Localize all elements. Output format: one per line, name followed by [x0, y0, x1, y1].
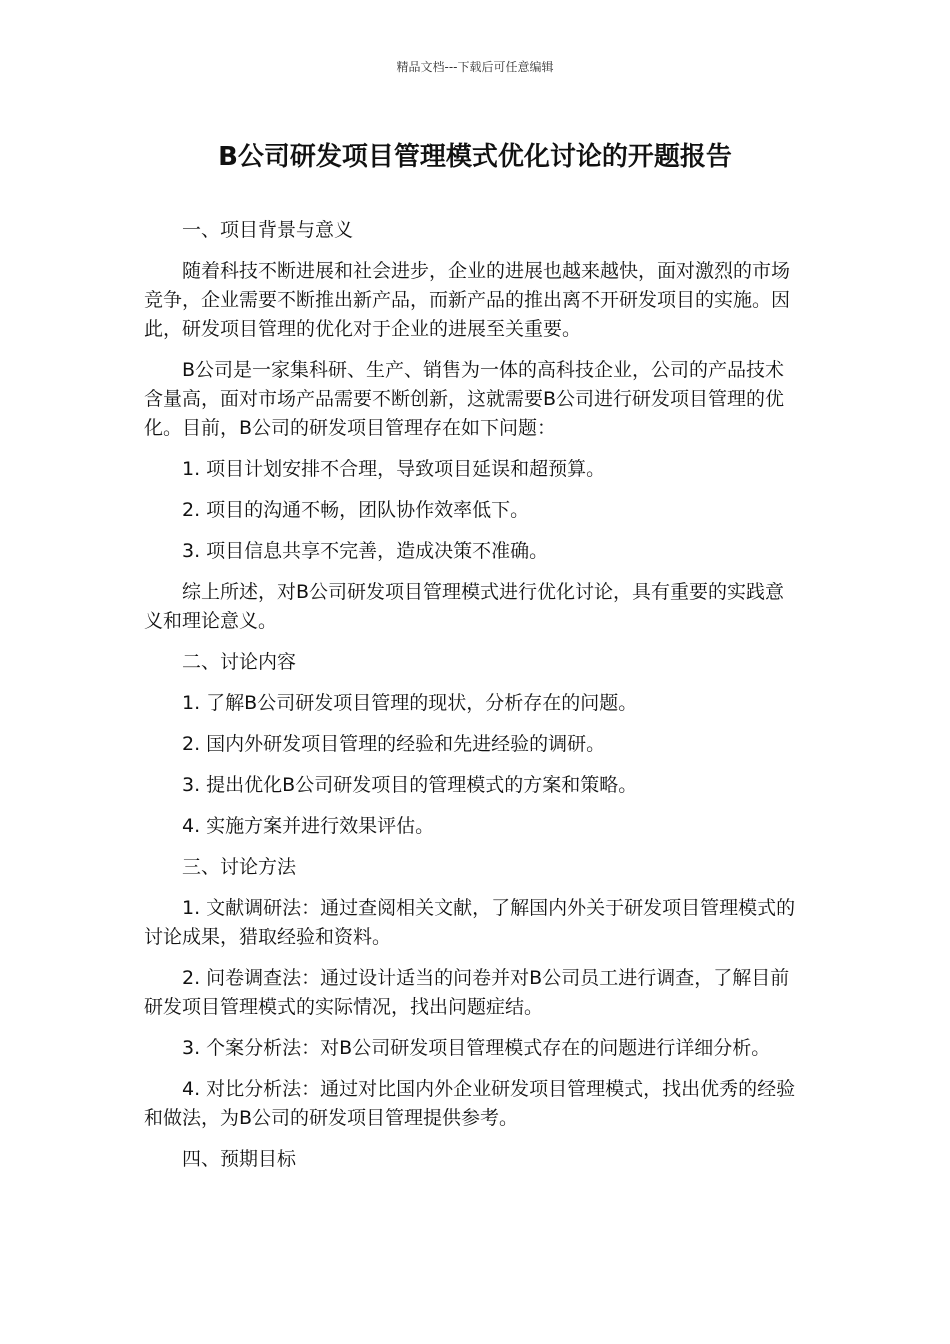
- body-paragraph: 随着科技不断进展和社会进步，企业的进展也越来越快，面对激烈的市场竞争，企业需要不断推出新产品，而新产品的推出离不开研发项目的实施。因此，研发项目管理的优化对于企业的进展至关重要。: [144, 260, 791, 340]
- list-item: 3. 提出优化B公司研发项目的管理模式的方案和策略。: [182, 774, 638, 796]
- list-item: 2. 问卷调查法：通过设计适当的问卷并对B公司员工进行调查，了解目前研发项目管理模式的实际情况，找出问题症结。: [144, 967, 790, 1018]
- list-item: 4. 实施方案并进行效果评估。: [182, 815, 435, 837]
- body-paragraph: 综上所述，对B公司研发项目管理模式进行优化讨论，具有重要的实践意义和理论意义。: [144, 581, 785, 632]
- document-body: [144, 216, 800, 1186]
- header-note: 精品文档---下载后可任意编辑: [396, 60, 554, 74]
- list-item: 4. 对比分析法：通过对比国内外企业研发项目管理模式，找出优秀的经验和做法，为B公司的研发项目管理提供参考。: [144, 1078, 796, 1129]
- section-heading-content: 二、讨论内容: [182, 651, 297, 673]
- body-paragraph: B公司是一家集科研、生产、销售为一体的高科技企业，公司的产品技术含量高，面对市场产品需要不断创新，这就需要B公司进行研发项目管理的优化。目前，B公司的研发项目管理存在如下问题：: [144, 359, 785, 439]
- list-item: 1. 文献调研法：通过查阅相关文献，了解国内外关于研发项目管理模式的讨论成果，猎取经验和资料。: [144, 897, 796, 948]
- list-item: 3. 项目信息共享不完善，造成决策不准确。: [182, 540, 549, 562]
- document-title: B公司研发项目管理模式优化讨论的开题报告: [218, 142, 732, 172]
- list-item: 2. 国内外研发项目管理的经验和先进经验的调研。: [182, 733, 606, 755]
- section-heading-background: 一、项目背景与意义: [182, 219, 354, 241]
- list-item: 3. 个案分析法：对B公司研发项目管理模式存在的问题进行详细分析。: [182, 1037, 771, 1059]
- list-item: 1. 了解B公司研发项目管理的现状，分析存在的问题。: [182, 692, 638, 714]
- list-item: 2. 项目的沟通不畅，团队协作效率低下。: [182, 499, 530, 521]
- section-heading-methods: 三、讨论方法: [182, 856, 297, 878]
- section-heading-goals: 四、预期目标: [182, 1148, 297, 1170]
- list-item: 1. 项目计划安排不合理，导致项目延误和超预算。: [182, 458, 606, 480]
